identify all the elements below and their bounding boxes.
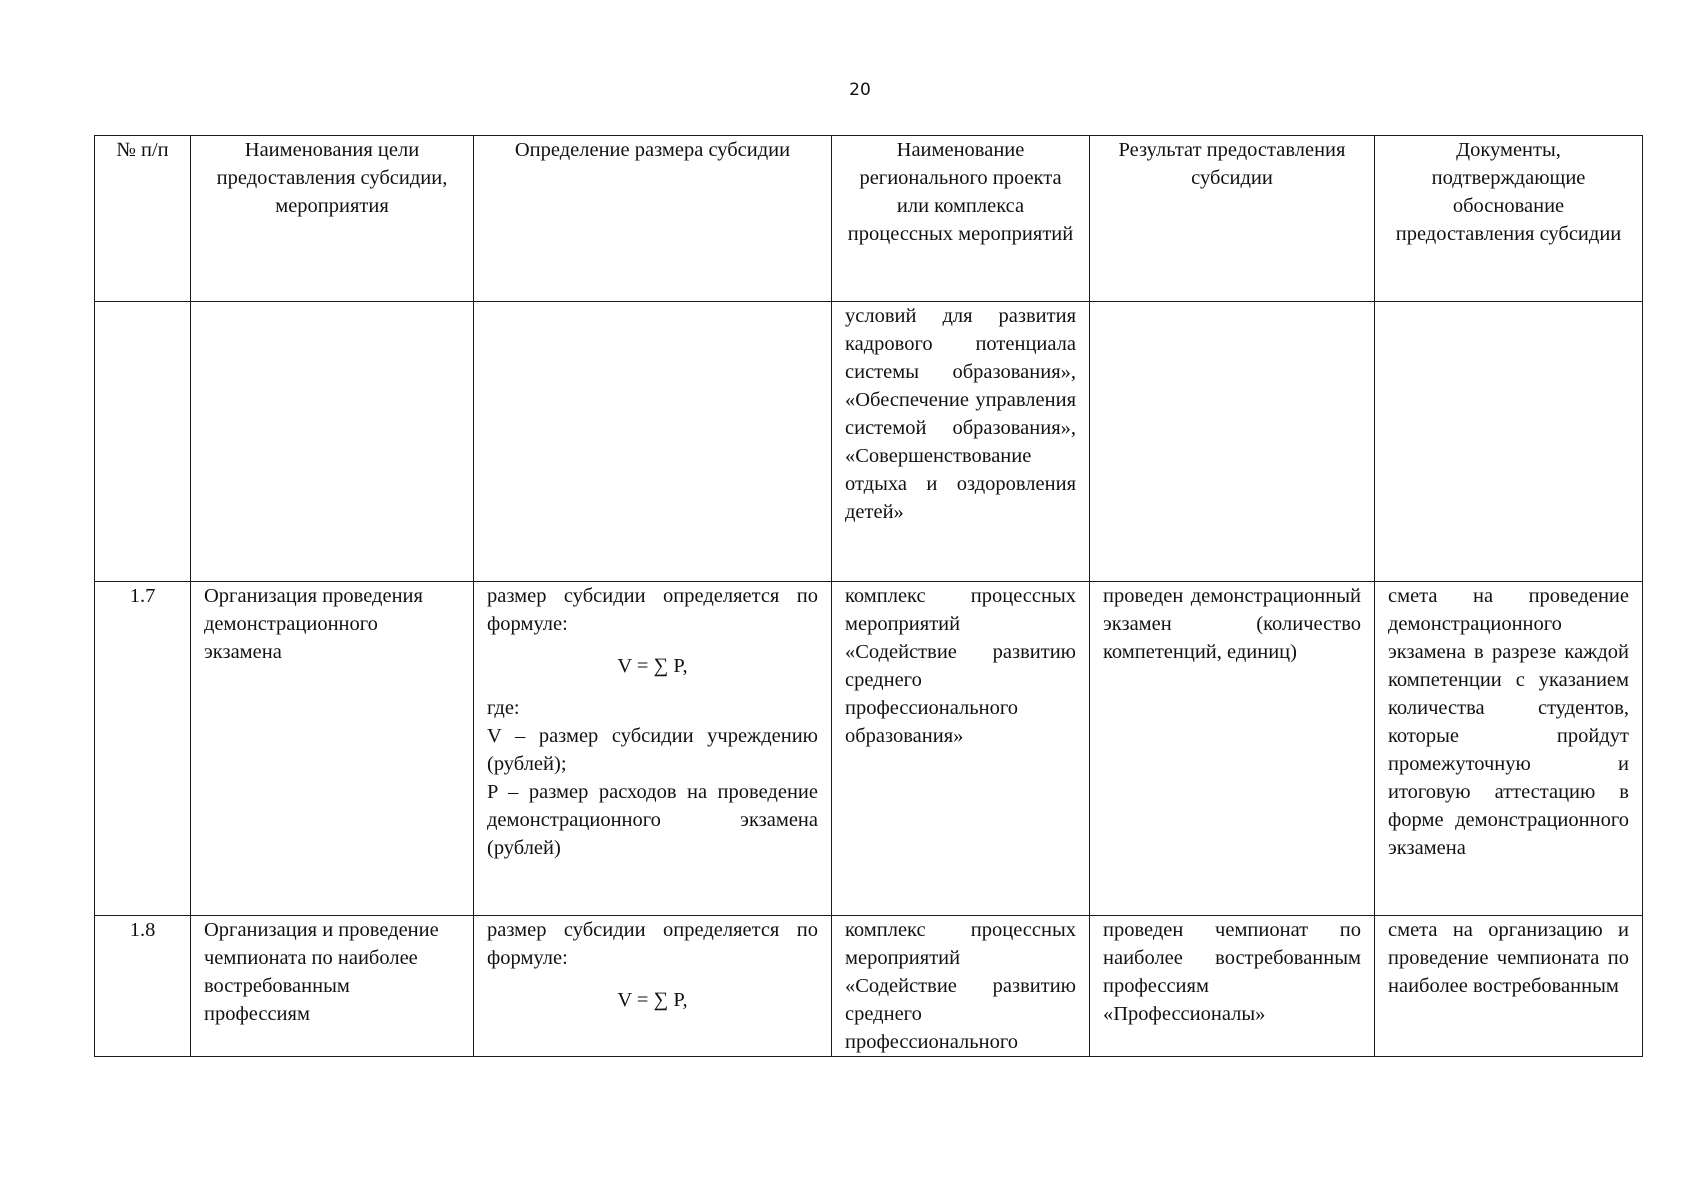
header-project: Наименование регионального проекта или комплекса процессных мероприятий bbox=[832, 136, 1090, 302]
cell-goal: Организация и проведение чемпионата по наиболее востребованным профессиям bbox=[191, 916, 474, 1057]
subsidy-table bbox=[94, 135, 1643, 1057]
cell-project: комплекс процессных мероприятий «Содействие развитию среднего профессионального образования» bbox=[832, 582, 1090, 916]
formula-definition-p: P – размер расходов на проведение демонстрационного экзамена (рублей) bbox=[487, 781, 818, 859]
header-result: Результат предоставления субсидии bbox=[1090, 136, 1375, 302]
table-row bbox=[95, 302, 1643, 582]
cell-result: проведен демонстрационный экзамен (количество компетенций, единиц) bbox=[1090, 582, 1375, 916]
subsidy-formula: V = ∑ P, bbox=[617, 989, 688, 1011]
cell-goal: Организация проведения демонстрационного экзамена bbox=[191, 582, 474, 916]
cell-subsidy-size bbox=[474, 302, 832, 582]
cell-documents: смета на организацию и проведение чемпионата по наиболее востребованным bbox=[1375, 916, 1643, 1057]
header-number: № п/п bbox=[95, 136, 191, 302]
table-row bbox=[95, 916, 1643, 1057]
subsidy-formula-intro: размер субсидии определяется по формуле: bbox=[487, 585, 818, 635]
header-goal: Наименования цели предоставления субсидии, мероприятия bbox=[191, 136, 474, 302]
cell-project: условий для развития кадрового потенциала системы образования», «Обеспечение управления системой образования», «Совершенствование отдыха и оздоровления детей» bbox=[832, 302, 1090, 582]
cell-project: комплекс процессных мероприятий «Содействие развитию среднего профессионального bbox=[832, 916, 1090, 1057]
cell-documents: смета на проведение демонстрационного экзамена в разрезе каждой компетенции с указанием количества студентов, которые пройдут промежуточную и итоговую аттестацию в форме демонстрационного экзамена bbox=[1375, 582, 1643, 916]
subsidy-formula-intro: размер субсидии определяется по формуле: bbox=[487, 919, 818, 969]
cell-documents bbox=[1375, 302, 1643, 582]
subsidy-formula: V = ∑ P, bbox=[617, 655, 688, 677]
cell-result bbox=[1090, 302, 1375, 582]
header-documents: Документы, подтверждающие обоснование предоставления субсидии bbox=[1375, 136, 1643, 302]
page-number: 20 bbox=[849, 80, 871, 100]
cell-number: 1.8 bbox=[95, 916, 191, 1057]
cell-number bbox=[95, 302, 191, 582]
cell-result: проведен чемпионат по наиболее востребованным профессиям «Профессионалы» bbox=[1090, 916, 1375, 1057]
cell-number: 1.7 bbox=[95, 582, 191, 916]
table-header-row bbox=[95, 136, 1643, 302]
formula-definition-v: V – размер субсидии учреждению (рублей); bbox=[487, 725, 818, 775]
cell-subsidy-size bbox=[474, 582, 832, 916]
formula-where: где: bbox=[487, 697, 520, 719]
cell-goal bbox=[191, 302, 474, 582]
cell-subsidy-size bbox=[474, 916, 832, 1057]
header-subsidy-size: Определение размера субсидии bbox=[474, 136, 832, 302]
table-row bbox=[95, 582, 1643, 916]
